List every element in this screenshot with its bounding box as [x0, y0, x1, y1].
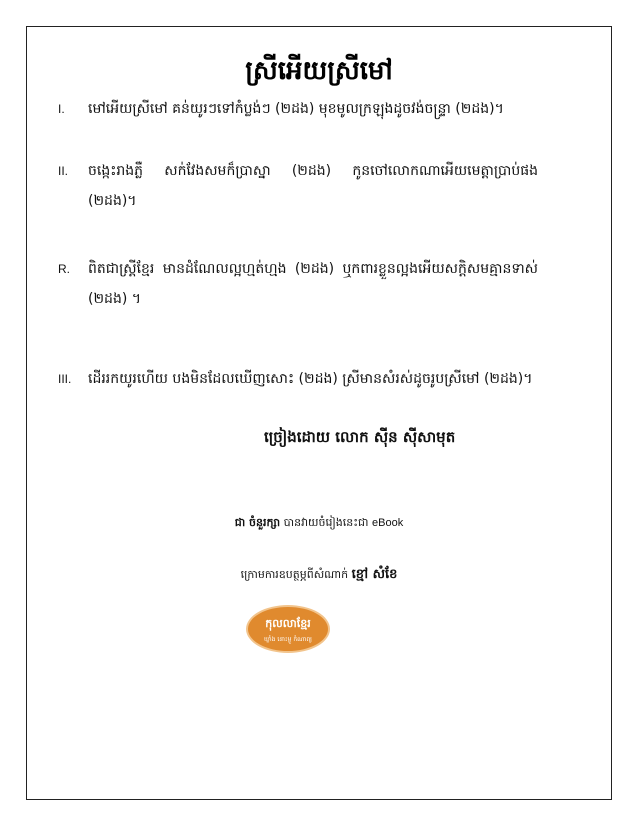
ebook-line: [0, 516, 638, 532]
ebook-label: eBook: [372, 517, 404, 529]
verse-3-text: ដើររកយូរហើយ បងមិនដែលឃើញសោះ (២ដង) ស្រីមានសំរស់ដូចរូបស្រីមៅ (២ដង)។: [88, 371, 533, 387]
document-title: ស្រីអើយស្រីមៅ: [245, 56, 393, 86]
verse-3: [58, 364, 538, 394]
verse-1-text: មៅអើយស្រីមៅ គន់យូរៗទៅកំប្លង់ៗ (២ដង) មុខមូលក្រឡុងដូចវង់ចន្ទ្រា (២ដង)។: [88, 101, 504, 117]
verse-refrain-number: R.: [58, 262, 70, 276]
page-frame: [26, 26, 612, 800]
ebook-middle: បានវាយចំរៀងនេះជា: [283, 516, 369, 529]
publisher-logo: [246, 605, 330, 653]
verse-refrain: [58, 254, 538, 314]
verse-2-text: ចង្កេះរាងភ្លឺ សក់វែងសមក៏ប្រាស្នា (២ដង) កូនចៅលោកណាអើយមេត្តាប្រាប់ផង (២ដង)។: [88, 163, 538, 209]
verse-2-number: II.: [58, 164, 69, 178]
verse-1-number: I.: [58, 102, 65, 116]
verse-1: [58, 94, 538, 124]
sponsor-line: [0, 566, 638, 585]
verse-3-number: III.: [58, 372, 72, 386]
ebook-typist: ជា ចំនួរក្សា: [234, 516, 281, 529]
author-credit: ច្រៀងដោយ លោក ស៊ីន ស៊ីសាមុត: [264, 428, 456, 446]
sponsor-prefix: ក្រោមការឧបត្ថម្ភពីសំណាក់: [240, 568, 349, 581]
sponsor-name: ខ្មៅ សំខែ: [351, 567, 398, 582]
verse-refrain-text: ពិតជាស្ត្រីខ្មែរ មានដំណែលល្អហ្មត់ហ្មង (២ដង) ឬកពារខ្លួនល្អងអើយសក្តិសមគ្មានទាស់ (២ដង) ។: [88, 261, 538, 307]
logo-main-text: កុលលាខ្មែរ: [265, 617, 311, 630]
logo-sub-text: ឃ្លាំង នោះម្លួ កំណាព្យ: [264, 636, 312, 643]
verse-2: [58, 156, 538, 216]
